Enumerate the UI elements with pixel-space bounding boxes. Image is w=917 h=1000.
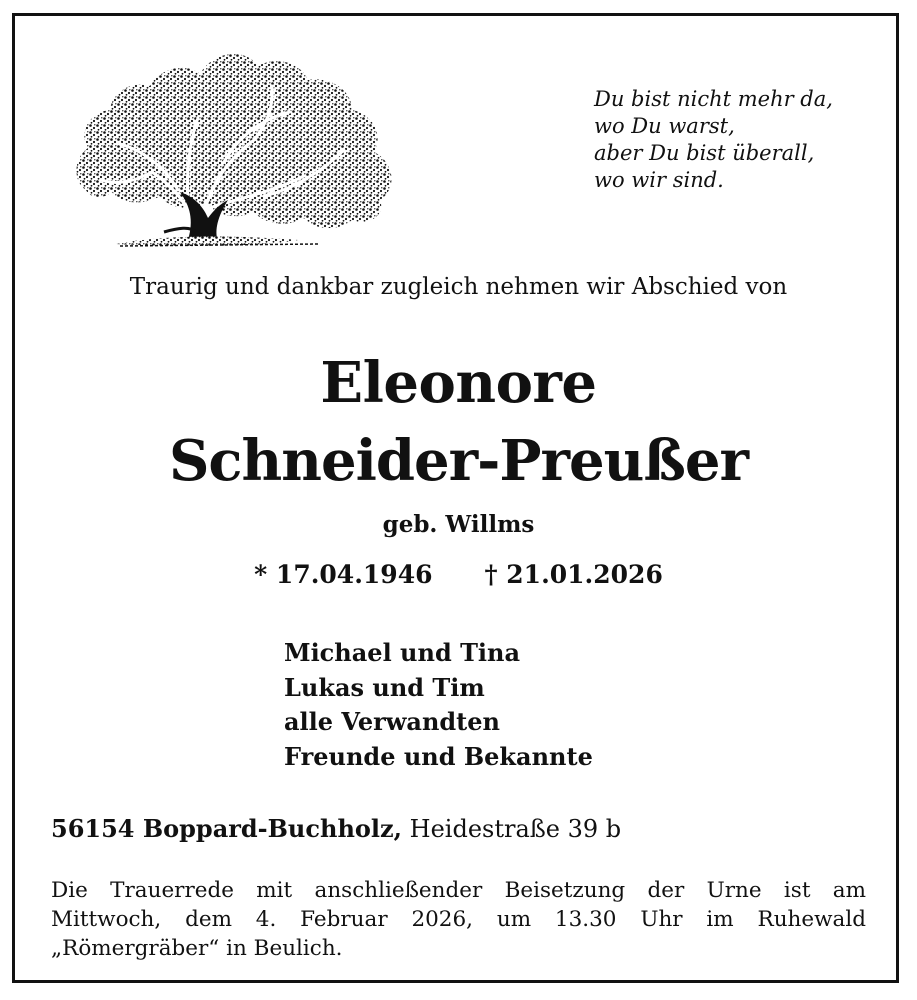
list-item: Lukas und Tim [284,672,485,702]
list-item: Freunde und Bekannte [284,741,593,771]
birth-name: geb. Willms [382,511,535,538]
quote-line: wo Du warst, [594,114,735,138]
notice-line: Die Trauerrede mit anschließender Beisetzung der Urne ist am [51,878,866,903]
address-place: 56154 Boppard-Buchholz, [51,814,402,843]
tree-icon [68,40,400,252]
mourners-list [284,636,593,774]
quote-line: wo wir sind. [594,168,724,192]
funeral-notice [51,876,866,963]
quote-line: aber Du bist überall, [594,141,815,165]
birth-date: * 17.04.1946 [254,560,433,589]
quote-line: Du bist nicht mehr da, [594,87,833,111]
memorial-quote [594,86,884,194]
address-street: Heidestraße 39 b [409,815,622,843]
list-item: alle Verwandten [284,707,500,736]
life-dates [0,559,917,591]
list-item: Michael und Tina [284,638,521,667]
intro-text: Traurig und dankbar zugleich nehmen wir Abschied von [129,274,788,300]
deceased-last-name: Schneider-Preußer [168,428,749,494]
deceased-first-name: Eleonore [320,350,597,416]
mourner-address [51,813,621,845]
notice-line: „Römergräber“ in Beulich. [51,936,343,961]
death-date: † 21.01.2026 [484,560,663,589]
notice-line: Mittwoch, dem 4. Februar 2026, um 13.30 Uhr im Ruhewald [51,907,866,932]
